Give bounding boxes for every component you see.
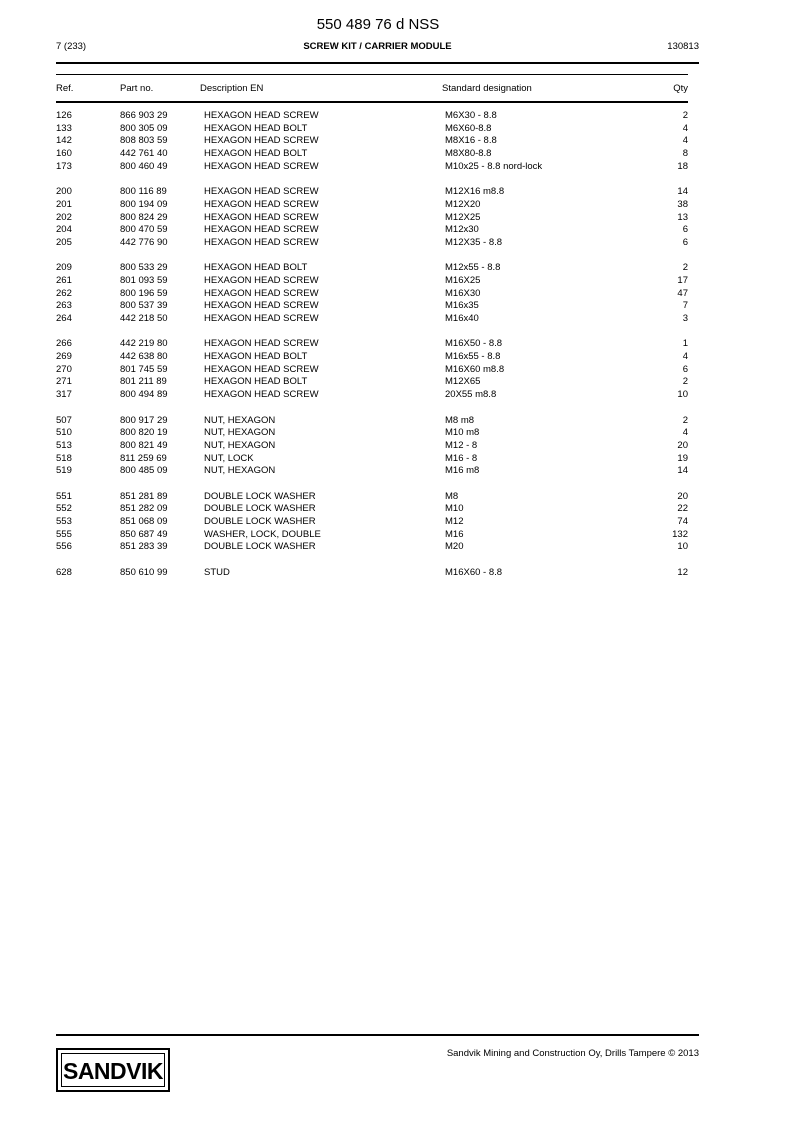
cell-part-no: 800 196 59 — [120, 287, 168, 299]
cell-ref: 209 — [56, 262, 72, 274]
cell-ref: 261 — [56, 274, 72, 286]
cell-ref: 507 — [56, 414, 72, 426]
cell-ref: 201 — [56, 198, 72, 210]
cell-standard: M10x25 - 8.8 nord-lock — [445, 160, 543, 172]
cell-part-no: 800 824 29 — [120, 211, 168, 223]
cell-qty: 4 — [682, 427, 688, 439]
cell-part-no: 800 460 49 — [120, 160, 168, 172]
cell-standard: M8X16 - 8.8 — [445, 135, 497, 147]
cell-qty: 47 — [677, 287, 688, 299]
cell-standard: M16 — [445, 528, 464, 540]
table-row — [56, 313, 688, 326]
cell-standard: M16x55 - 8.8 — [445, 351, 501, 363]
cell-qty: 2 — [682, 376, 688, 388]
table-row — [56, 199, 688, 212]
cell-standard: M12 - 8 — [445, 439, 478, 451]
cell-description: HEXAGON HEAD SCREW — [204, 110, 319, 121]
cell-part-no: 800 821 49 — [120, 439, 168, 451]
cell-standard: M8X80-8.8 — [445, 148, 492, 160]
cell-part-no: 800 305 09 — [120, 122, 168, 134]
table-row — [56, 110, 688, 123]
cell-ref: 628 — [56, 566, 72, 578]
cell-description: HEXAGON HEAD SCREW — [204, 300, 319, 312]
table-row — [56, 465, 688, 478]
cell-part-no: 800 116 89 — [120, 186, 167, 198]
table-row — [56, 262, 688, 275]
page-header — [56, 40, 699, 54]
cell-description: HEXAGON HEAD SCREW — [204, 224, 319, 236]
cell-qty: 13 — [677, 211, 688, 223]
table-row — [56, 135, 688, 148]
cell-description: DOUBLE LOCK WASHER — [204, 490, 316, 502]
cell-qty: 6 — [682, 363, 688, 375]
table-row — [56, 212, 688, 225]
cell-ref: 519 — [56, 465, 72, 477]
table-row — [56, 516, 688, 529]
cell-standard: M16X25 — [445, 274, 481, 286]
cell-description: NUT, LOCK — [204, 452, 254, 464]
cell-description: HEXAGON HEAD SCREW — [204, 363, 319, 375]
cell-part-no: 801 211 89 — [120, 376, 167, 388]
table-row — [56, 376, 688, 389]
cell-part-no: 800 485 09 — [120, 465, 168, 477]
cell-qty: 18 — [677, 160, 688, 172]
cell-description: HEXAGON HEAD SCREW — [204, 198, 319, 210]
cell-qty: 132 — [672, 528, 688, 540]
cell-standard: M12x55 - 8.8 — [445, 262, 501, 274]
column-header-description: Description EN — [200, 83, 264, 94]
document-number: 550 489 76 d NSS — [316, 16, 440, 33]
column-header-qty: Qty — [673, 83, 688, 94]
cell-part-no: 808 803 59 — [120, 135, 168, 147]
cell-standard: M12X20 — [445, 198, 481, 210]
cell-standard: M16 m8 — [445, 465, 480, 477]
cell-part-no: 851 282 09 — [120, 503, 168, 515]
table-row — [56, 300, 688, 313]
cell-ref: 266 — [56, 338, 72, 350]
cell-ref: 173 — [56, 160, 72, 172]
cell-qty: 8 — [682, 148, 688, 160]
cell-description: DOUBLE LOCK WASHER — [204, 503, 316, 515]
cell-ref: 133 — [56, 122, 72, 134]
cell-qty: 4 — [682, 122, 688, 134]
cell-part-no: 850 610 99 — [120, 566, 168, 578]
table-row — [56, 503, 688, 516]
cell-qty: 38 — [677, 198, 688, 210]
cell-description: HEXAGON HEAD SCREW — [204, 338, 319, 350]
cell-part-no: 442 218 50 — [120, 313, 168, 324]
cell-ref: 142 — [56, 135, 72, 147]
table-row — [56, 541, 688, 554]
table-row — [56, 224, 688, 237]
cell-standard: M12X25 — [445, 211, 481, 223]
cell-qty: 1 — [682, 338, 688, 350]
column-header-standard: Standard designation — [442, 83, 532, 94]
table-row — [56, 123, 688, 136]
cell-qty: 6 — [682, 236, 688, 248]
cell-part-no: 851 068 09 — [120, 516, 168, 527]
cell-ref: 513 — [56, 439, 72, 451]
cell-qty: 4 — [682, 351, 688, 363]
cell-description: HEXAGON HEAD SCREW — [204, 313, 319, 324]
table-row — [56, 275, 688, 288]
table-row — [56, 440, 688, 453]
cell-standard: M8 m8 — [445, 414, 475, 426]
cell-ref: 269 — [56, 351, 72, 363]
cell-description: HEXAGON HEAD SCREW — [204, 135, 319, 147]
cell-standard: M8 — [445, 490, 459, 502]
cell-description: HEXAGON HEAD SCREW — [204, 389, 319, 401]
cell-ref: 552 — [56, 503, 72, 515]
table-header-rule — [56, 101, 688, 103]
table-row — [56, 237, 688, 250]
cell-standard: M16X30 — [445, 287, 481, 299]
cell-part-no: 811 259 69 — [120, 452, 167, 464]
cell-standard: M20 — [445, 541, 464, 553]
cell-ref: 271 — [56, 376, 72, 388]
cell-standard: M12x30 — [445, 224, 479, 236]
cell-qty: 19 — [677, 452, 688, 464]
column-header-ref: Ref. — [56, 83, 74, 94]
footer-divider — [56, 1034, 699, 1036]
cell-description: WASHER, LOCK, DOUBLE — [204, 528, 321, 540]
cell-part-no: 851 281 89 — [120, 490, 168, 502]
cell-standard: M12X35 - 8.8 — [445, 236, 503, 248]
section-title: SCREW KIT / CARRIER MODULE — [303, 41, 452, 52]
cell-description: DOUBLE LOCK WASHER — [204, 541, 316, 553]
cell-description: HEXAGON HEAD BOLT — [204, 262, 308, 274]
cell-ref: 270 — [56, 363, 72, 375]
cell-qty: 7 — [682, 300, 688, 312]
table-row — [56, 351, 688, 364]
cell-part-no: 442 219 80 — [120, 338, 168, 350]
cell-ref: 160 — [56, 148, 72, 160]
cell-qty: 2 — [682, 262, 688, 274]
table-row — [56, 288, 688, 301]
table-row — [56, 364, 688, 377]
cell-description: HEXAGON HEAD SCREW — [204, 287, 319, 299]
cell-standard: M16x35 — [445, 300, 479, 312]
cell-qty: 17 — [677, 274, 688, 286]
table-row — [56, 427, 688, 440]
cell-qty: 74 — [677, 516, 688, 527]
cell-description: NUT, HEXAGON — [204, 427, 276, 439]
cell-standard: M6X30 - 8.8 — [445, 110, 497, 121]
cell-ref: 518 — [56, 452, 72, 464]
cell-part-no: 866 903 29 — [120, 110, 168, 121]
table-header — [56, 82, 688, 96]
table-row — [56, 186, 688, 199]
table-row — [56, 415, 688, 428]
date-code: 130813 — [667, 41, 699, 52]
table-row — [56, 161, 688, 174]
table-row — [56, 529, 688, 542]
cell-part-no: 801 093 59 — [120, 274, 168, 286]
cell-description: STUD — [204, 566, 230, 578]
parts-table-body — [56, 110, 688, 579]
cell-ref: 126 — [56, 110, 72, 121]
cell-part-no: 442 638 80 — [120, 351, 168, 363]
table-row — [56, 491, 688, 504]
cell-part-no: 800 917 29 — [120, 414, 168, 426]
cell-standard: M10 m8 — [445, 427, 480, 439]
cell-qty: 4 — [682, 135, 688, 147]
cell-qty: 22 — [677, 503, 688, 515]
cell-part-no: 850 687 49 — [120, 528, 168, 540]
cell-part-no: 800 194 09 — [120, 198, 168, 210]
cell-qty: 20 — [677, 439, 688, 451]
cell-part-no: 800 820 19 — [120, 427, 168, 439]
cell-part-no: 442 761 40 — [120, 148, 168, 160]
cell-description: HEXAGON HEAD BOLT — [204, 351, 308, 363]
logo-text: SANDVIK — [61, 1053, 165, 1087]
cell-standard: M16X60 - 8.8 — [445, 566, 503, 578]
cell-standard: M12 — [445, 516, 464, 527]
cell-qty: 10 — [677, 541, 688, 553]
table-top-rule — [56, 74, 688, 75]
cell-description: HEXAGON HEAD SCREW — [204, 160, 319, 172]
cell-ref: 263 — [56, 300, 72, 312]
cell-description: HEXAGON HEAD SCREW — [204, 186, 319, 198]
cell-ref: 317 — [56, 389, 72, 401]
table-row — [56, 567, 688, 580]
table-row — [56, 453, 688, 466]
cell-qty: 2 — [682, 110, 688, 121]
cell-standard: M16X60 m8.8 — [445, 363, 505, 375]
cell-part-no: 800 533 29 — [120, 262, 168, 274]
copyright-notice: Sandvik Mining and Construction Oy, Drills Tampere © 2013 — [446, 1048, 699, 1059]
cell-qty: 14 — [677, 186, 688, 198]
cell-standard: M6X60-8.8 — [445, 122, 492, 134]
cell-part-no: 851 283 39 — [120, 541, 168, 553]
cell-ref: 555 — [56, 528, 72, 540]
cell-qty: 3 — [682, 313, 688, 324]
cell-ref: 510 — [56, 427, 72, 439]
cell-part-no: 800 494 89 — [120, 389, 168, 401]
cell-standard: M16X50 - 8.8 — [445, 338, 503, 350]
cell-ref: 205 — [56, 236, 72, 248]
cell-part-no: 800 470 59 — [120, 224, 168, 236]
cell-qty: 2 — [682, 414, 688, 426]
cell-description: HEXAGON HEAD BOLT — [204, 148, 308, 160]
table-row — [56, 389, 688, 402]
table-row — [56, 148, 688, 161]
cell-ref: 204 — [56, 224, 72, 236]
table-row — [56, 338, 688, 351]
cell-part-no: 801 745 59 — [120, 363, 168, 375]
cell-description: HEXAGON HEAD SCREW — [204, 236, 319, 248]
cell-standard: M16 - 8 — [445, 452, 478, 464]
cell-description: NUT, HEXAGON — [204, 414, 276, 426]
cell-description: HEXAGON HEAD BOLT — [204, 122, 308, 134]
cell-standard: M16x40 — [445, 313, 479, 324]
page-number: 7 (233) — [56, 41, 87, 52]
cell-qty: 14 — [677, 465, 688, 477]
cell-ref: 556 — [56, 541, 72, 553]
cell-ref: 553 — [56, 516, 72, 527]
cell-ref: 551 — [56, 490, 72, 502]
cell-description: HEXAGON HEAD SCREW — [204, 274, 319, 286]
cell-ref: 264 — [56, 313, 72, 324]
cell-standard: 20X55 m8.8 — [445, 389, 497, 401]
cell-ref: 200 — [56, 186, 72, 198]
cell-standard: M10 — [445, 503, 464, 515]
cell-ref: 202 — [56, 211, 72, 223]
column-header-part-no: Part no. — [120, 83, 154, 94]
cell-description: NUT, HEXAGON — [204, 465, 276, 477]
cell-standard: M12X65 — [445, 376, 481, 388]
cell-description: HEXAGON HEAD BOLT — [204, 376, 308, 388]
cell-standard: M12X16 m8.8 — [445, 186, 505, 198]
cell-qty: 6 — [682, 224, 688, 236]
cell-description: DOUBLE LOCK WASHER — [204, 516, 316, 527]
cell-description: NUT, HEXAGON — [204, 439, 276, 451]
cell-qty: 10 — [677, 389, 688, 401]
sandvik-logo — [56, 1048, 170, 1092]
cell-qty: 20 — [677, 490, 688, 502]
cell-description: HEXAGON HEAD SCREW — [204, 211, 319, 223]
cell-ref: 262 — [56, 287, 72, 299]
cell-part-no: 442 776 90 — [120, 236, 168, 248]
header-divider — [56, 62, 699, 64]
cell-qty: 12 — [677, 566, 688, 578]
cell-part-no: 800 537 39 — [120, 300, 168, 312]
